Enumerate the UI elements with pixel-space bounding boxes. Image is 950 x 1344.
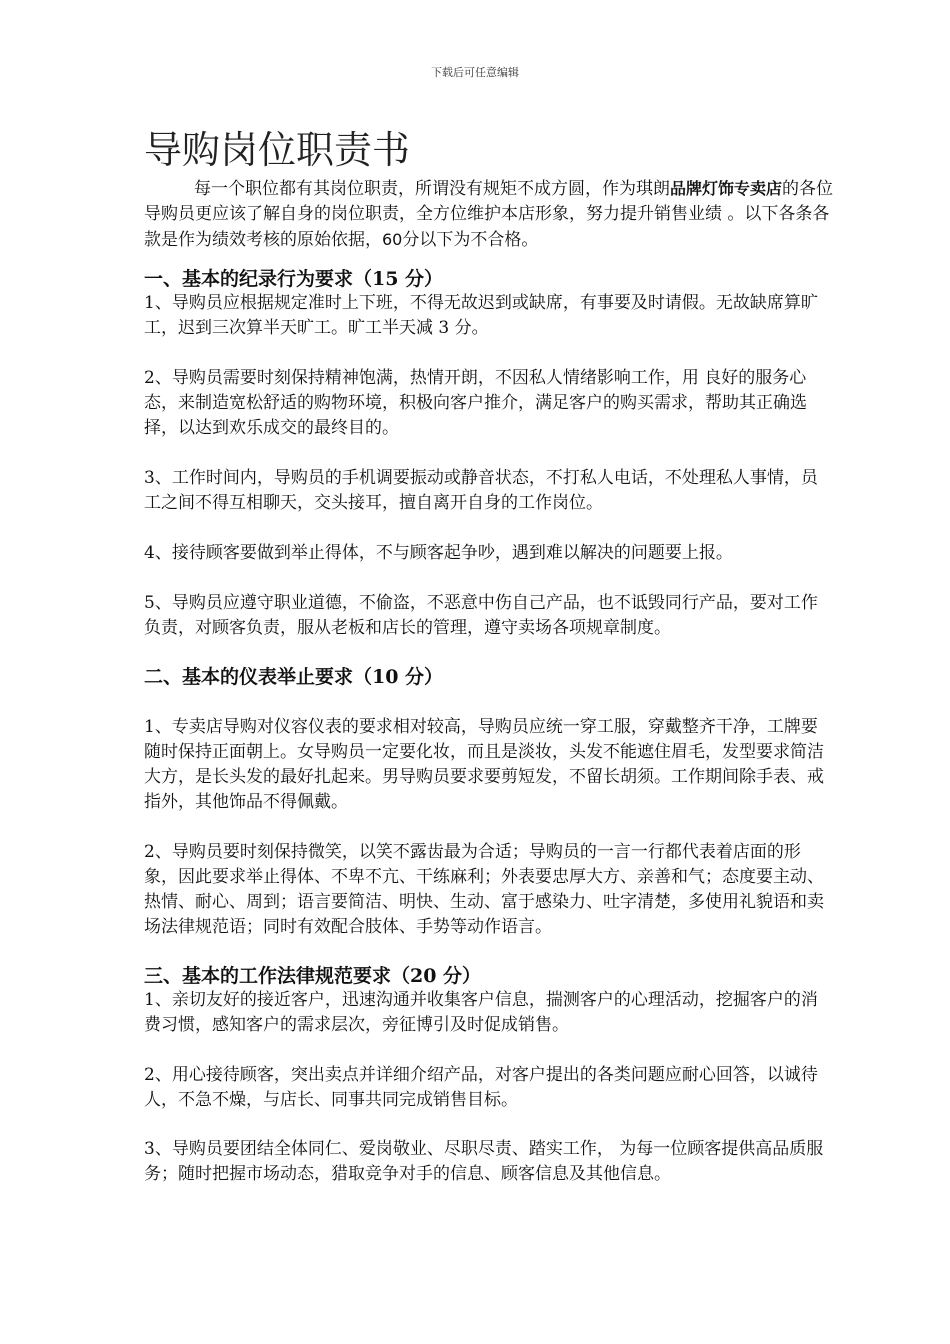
section-1-item-5: 5、导购员应遵守职业道德，不偷盗，不恶意中伤自己产品，也不诋毁同行产品，要对工作负责，对顾客负责，服从老板和店长的管理，遵守卖场各项规章制度。	[144, 593, 818, 638]
document-title: 导购岗位职责书	[144, 128, 411, 172]
intro-bold-brand: 品牌灯饰专卖店	[670, 179, 783, 198]
section-2-item-1: 1、专卖店导购对仪容仪表的要求相对较高，导购员应统一穿工服，穿戴整齐干净，工牌要随时保持正面朝上。女导购员一定要化妆，而且是淡妆，头发不能遮住眉毛，发型要求简洁大方，是长头发的最好扎起来。男导购员要求要剪短发，不留长胡须。工作期间除手表、戒指外，其他饰品不得佩戴。	[144, 717, 824, 812]
section-3-item-1: 1、亲切友好的接近客户，迅速沟通并收集客户信息，揣测客户的心理活动，挖掘客户的消费习惯，感知客户的需求层次，旁征博引及时促成销售。	[144, 990, 818, 1035]
intro-text-1: 每一个职位都有其岗位职责，所谓没有规矩不成方圆，作为琪朗	[194, 179, 670, 199]
section-3-heading: 三、基本的工作法律规范要求（20 分）	[144, 965, 482, 987]
section-1-heading: 一、基本的纪录行为要求（15 分）	[144, 268, 444, 290]
intro-text-3: 分以下为不合格。	[402, 230, 539, 250]
intro-paragraph	[144, 176, 834, 253]
intro-text-2: 的各位导购员更应该了解自身的岗位职责，全方位维护本店形象，努力提升销售业绩 。以下各条各款是作为绩效考核的原始依据，	[144, 179, 834, 250]
section-2-item-2: 2、导购员要时刻保持微笑，以笑不露齿最为合适；导购员的一言一行都代表着店面的形象，因此要求举止得体、不卑不亢、干练麻利；外表要忠厚大方、亲善和气；态度要主动、热情、耐心、周到；语言要简洁、明快、生动、富于感染力、吐字清楚，多使用礼貌语和卖场法律规范语；同时有效配合肢体、手势等动作语言。	[144, 842, 824, 937]
section-2-heading: 二、基本的仪表举止要求（10 分）	[144, 666, 444, 688]
section-3-item-2: 2、用心接待顾客，突出卖点并详细介绍产品，对客户提出的各类问题应耐心回答，以诚待人，不急不燥，与店长、同事共同完成销售目标。	[144, 1065, 818, 1110]
section-1-item-3: 3、工作时间内，导购员的手机调要振动或静音状态，不打私人电话，不处理私人事情，员工之间不得互相聊天，交头接耳，擅自离开自身的工作岗位。	[144, 468, 818, 513]
section-1-item-1: 1、导购员应根据规定准时上下班，不得无故迟到或缺席，有事要及时请假。无故缺席算旷工，迟到三次算半天旷工。旷工半天减 3 分。	[144, 293, 818, 338]
section-1-item-2: 2、导购员需要时刻保持精神饱满，热情开朗，不因私人情绪影响工作，用 良好的服务心态，来制造宽松舒适的购物环境，积极向客户推介，满足客户的购买需求，帮助其正确选择，以达到欢乐成交的最终目的。	[144, 368, 807, 438]
intro-number: 60	[382, 230, 403, 249]
header-note: 下载后可任意编辑	[431, 66, 519, 79]
section-1-item-4: 4、接待顾客要做到举止得体，不与顾客起争吵，遇到难以解决的问题要上报。	[144, 543, 733, 563]
section-3-item-3: 3、导购员要团结全体同仁、爱岗敬业、尽职尽责、踏实工作， 为每一位顾客提供高品质服务；随时把握市场动态，猎取竞争对手的信息、顾客信息及其他信息。	[144, 1139, 824, 1184]
